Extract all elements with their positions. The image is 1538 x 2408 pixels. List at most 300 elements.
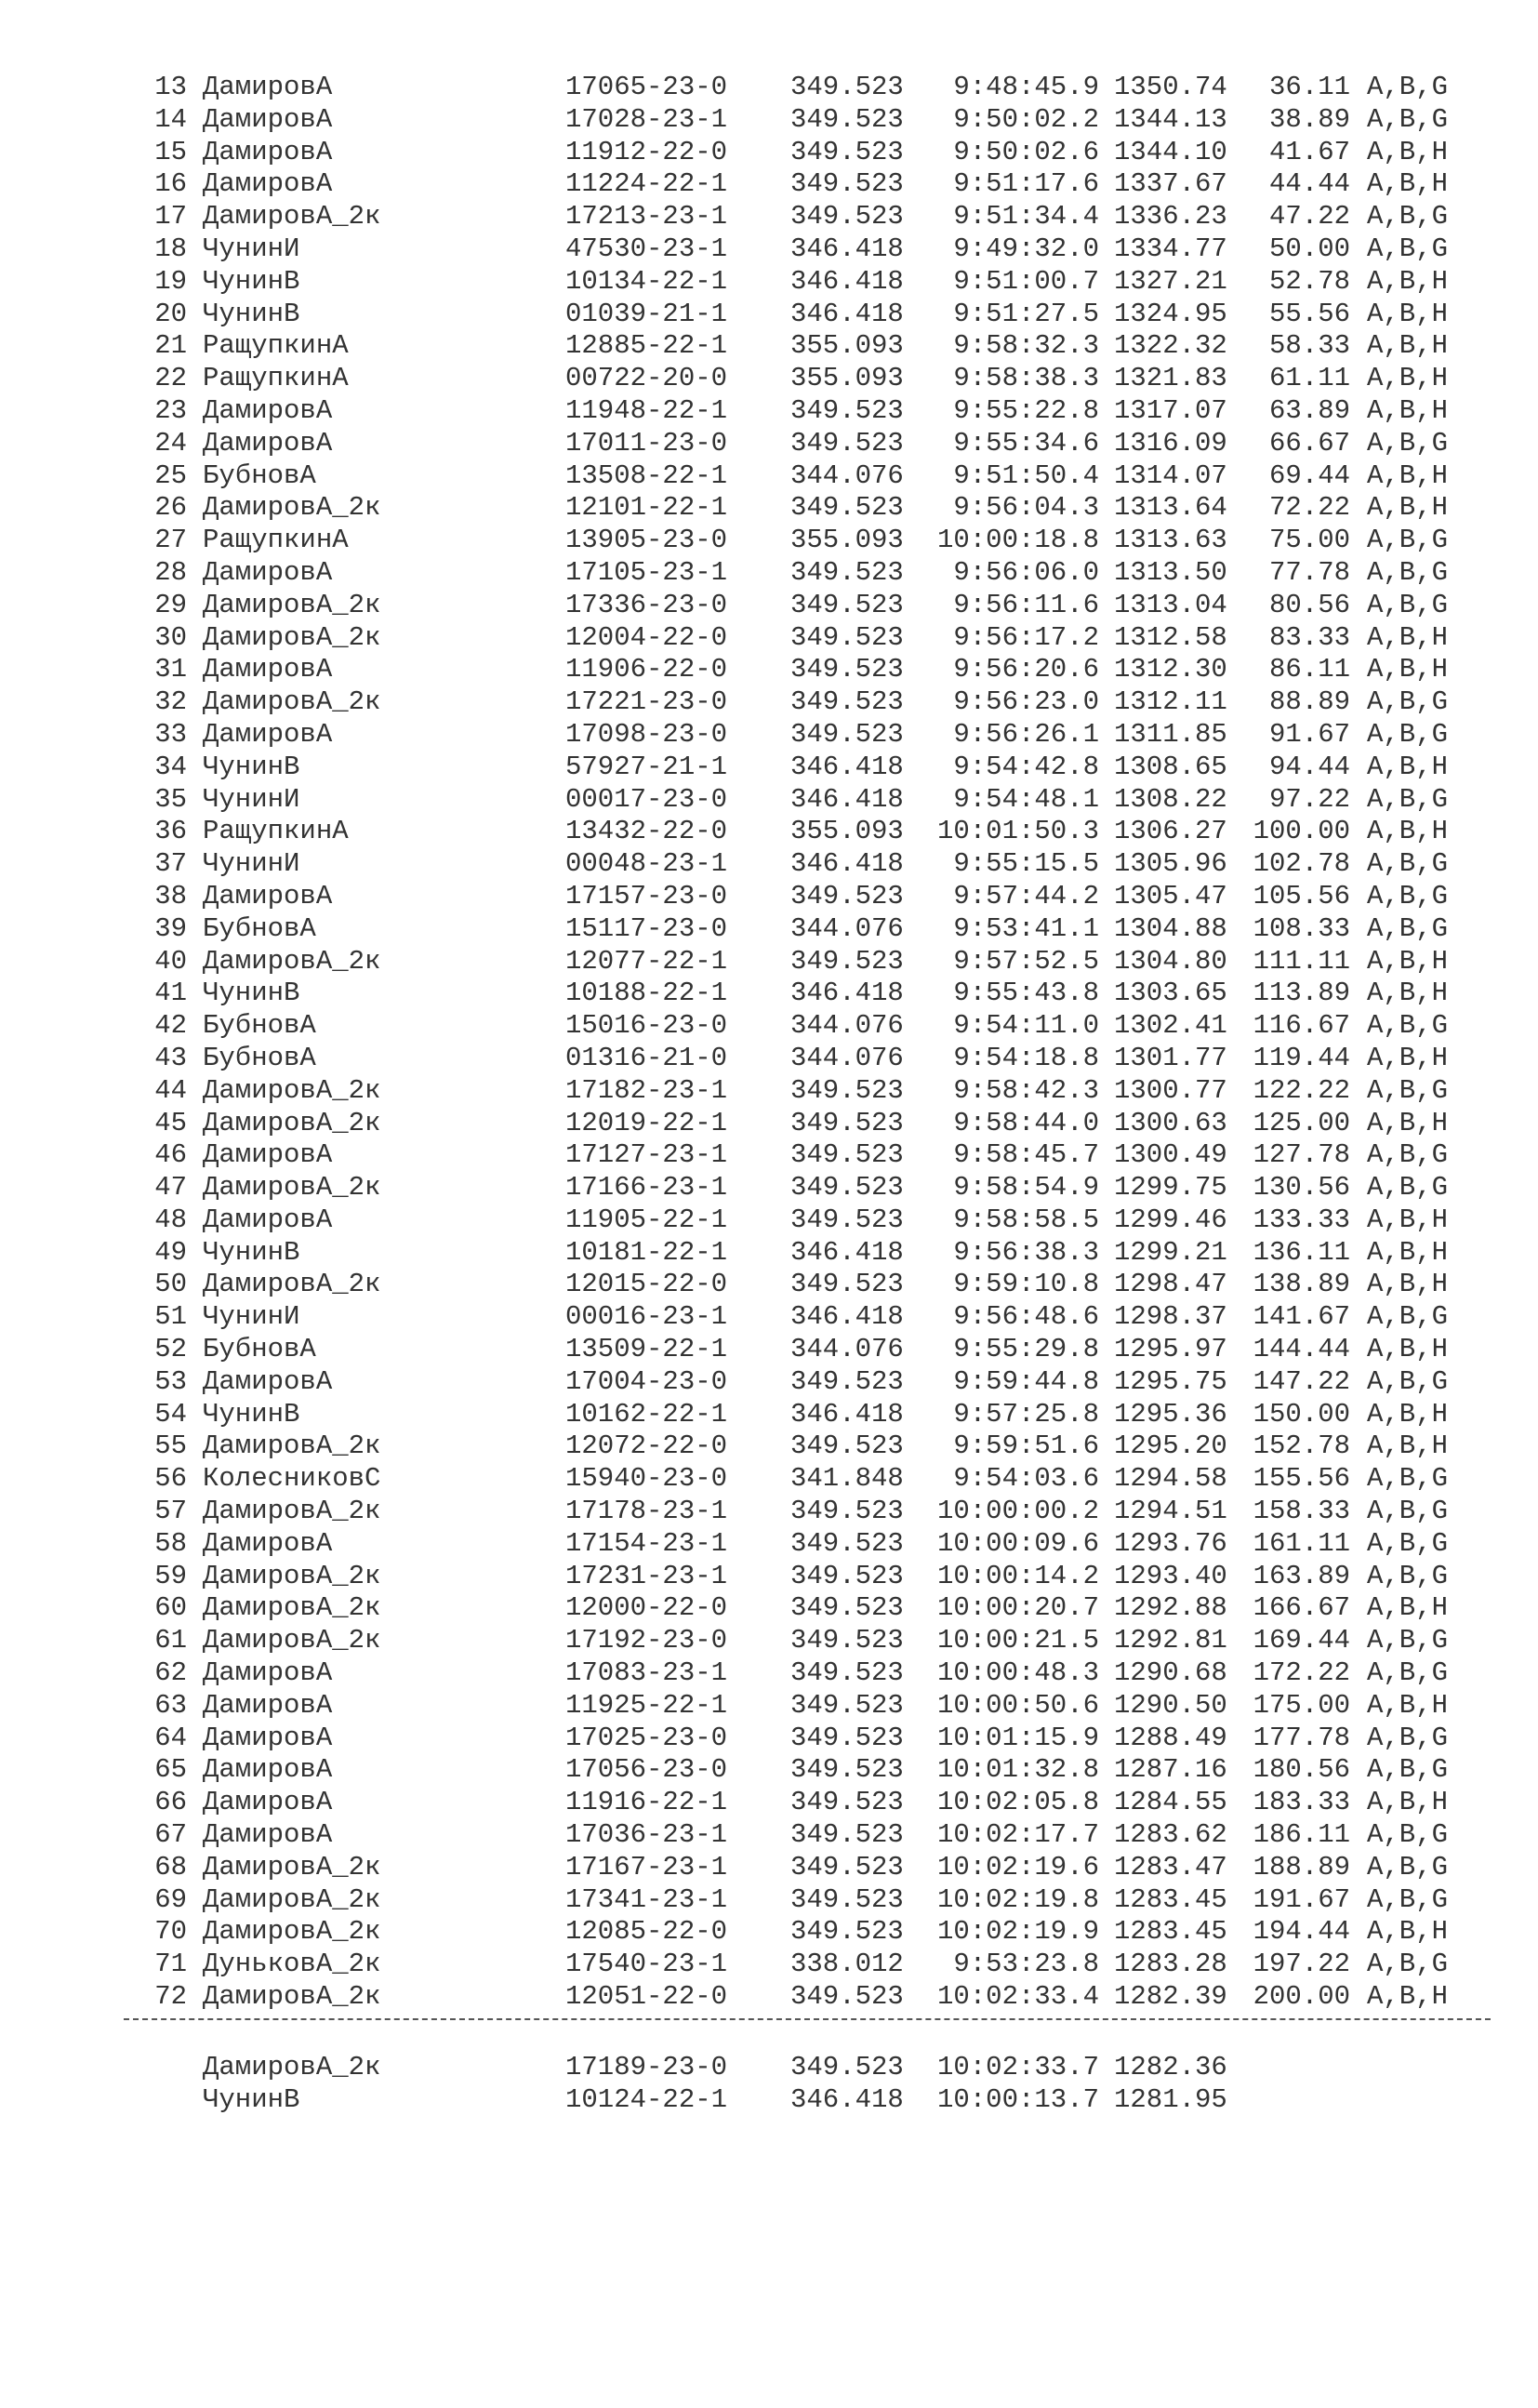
place-number: 68 [154, 1851, 187, 1882]
ring-number: 12019-22-1 [565, 1107, 728, 1138]
table-row: 33 ДамировА 17098-23-0 349.523 9:56:26.1 1311.85 91.67 A,B,G [0, 719, 1538, 752]
coefficient: 127.78 [1253, 1139, 1350, 1171]
distance: 346.418 [790, 233, 904, 264]
arrival-time: 10:02:33.4 [936, 1981, 1099, 2013]
place-number: 63 [154, 1689, 187, 1721]
table-row: 38 ДамировА 17157-23-0 349.523 9:57:44.2 1305.47 105.56 A,B,G [0, 881, 1538, 913]
place-number: 21 [154, 330, 187, 362]
arrival-time: 9:51:34.4 [953, 201, 1099, 233]
speed: 1327.21 [1114, 265, 1227, 297]
place-number: 50 [154, 1269, 187, 1300]
ring-number: 47530-23-1 [565, 233, 728, 264]
arrival-time: 9:56:48.6 [953, 1301, 1099, 1333]
distance: 349.523 [790, 621, 904, 653]
place-number: 55 [154, 1430, 187, 1462]
distance: 346.418 [790, 298, 904, 329]
distance: 338.012 [790, 1949, 904, 1980]
results-table [0, 72, 1538, 2014]
table-row: 49 ЧунинВ 10181-22-1 346.418 9:56:38.3 1299.21 136.11 A,B,H [0, 1237, 1538, 1270]
coefficient: 183.33 [1253, 1787, 1350, 1818]
participant-name: ДамировА [203, 718, 333, 750]
table-row: 29 ДамировА_2к 17336-23-0 349.523 9:56:11.6 1313.04 80.56 A,B,G [0, 590, 1538, 622]
table-row: 45 ДамировА_2к 12019-22-1 349.523 9:58:44.0 1300.63 125.00 A,B,H [0, 1108, 1538, 1140]
place-number: 14 [154, 103, 187, 135]
participant-name: ДамировА [203, 1204, 333, 1235]
distance: 349.523 [790, 1172, 904, 1204]
ring-number: 15940-23-0 [565, 1463, 728, 1495]
arrival-time: 9:56:26.1 [953, 718, 1099, 750]
participant-name: ДамировА_2к [203, 1107, 381, 1138]
speed: 1316.09 [1114, 427, 1227, 459]
speed: 1313.63 [1114, 525, 1227, 556]
speed: 1344.13 [1114, 103, 1227, 135]
ring-number: 17182-23-1 [565, 1074, 728, 1106]
place-number: 24 [154, 427, 187, 459]
ring-number: 12085-22-0 [565, 1916, 728, 1948]
arrival-time: 10:01:32.8 [936, 1754, 1099, 1786]
distance: 346.418 [790, 783, 904, 815]
coefficient: 41.67 [1268, 136, 1350, 167]
table-row: 52 БубновА 13509-22-1 344.076 9:55:29.8 1295.97 144.44 A,B,H [0, 1334, 1538, 1366]
distance: 355.093 [790, 525, 904, 556]
place-number: 52 [154, 1334, 187, 1365]
table-row: 67 ДамировА 17036-23-1 349.523 10:02:17.7 1283.62 186.11 A,B,G [0, 1819, 1538, 1852]
distance: 349.523 [790, 72, 904, 102]
place-number: 25 [154, 459, 187, 491]
speed: 1321.83 [1114, 363, 1227, 394]
distance: 349.523 [790, 1496, 904, 1527]
speed: 1311.85 [1114, 718, 1227, 750]
distance: 349.523 [790, 1269, 904, 1300]
ring-number: 01316-21-0 [565, 1042, 728, 1073]
ring-number: 17004-23-0 [565, 1365, 728, 1397]
place-number: 34 [154, 751, 187, 782]
place-number: 62 [154, 1657, 187, 1689]
place-number: 65 [154, 1754, 187, 1786]
ring-number: 11224-22-1 [565, 168, 728, 200]
distance: 349.523 [790, 1365, 904, 1397]
ring-number: 17056-23-0 [565, 1754, 728, 1786]
ring-number: 17065-23-0 [565, 72, 728, 102]
ring-number: 13432-22-0 [565, 816, 728, 847]
participant-name: ЧунинИ [203, 233, 300, 264]
place-number: 40 [154, 945, 187, 977]
distance: 346.418 [790, 1236, 904, 1268]
distance: 349.523 [790, 492, 904, 524]
distance: 349.523 [790, 1139, 904, 1171]
speed: 1304.88 [1114, 912, 1227, 944]
distance: 349.523 [790, 201, 904, 233]
participant-name: РащупкинА [203, 816, 349, 847]
table-row: 46 ДамировА 17127-23-1 349.523 9:58:45.7 1300.49 127.78 A,B,G [0, 1139, 1538, 1172]
participant-name: ЧунинВ [203, 265, 300, 297]
participant-name: ЧунинВ [203, 751, 300, 782]
arrival-time: 9:56:11.6 [953, 589, 1099, 620]
participant-name: ДамировА [203, 1689, 333, 1721]
place-number: 13 [154, 72, 187, 102]
arrival-time: 9:56:06.0 [953, 556, 1099, 588]
ring-number: 17213-23-1 [565, 201, 728, 233]
place-number: 66 [154, 1787, 187, 1818]
table-row: 70 ДамировА_2к 12085-22-0 349.523 10:02:19.9 1283.45 194.44 A,B,H [0, 1916, 1538, 1949]
ring-number: 17083-23-1 [565, 1657, 728, 1689]
place-number: 67 [154, 1819, 187, 1851]
place-number: 23 [154, 394, 187, 426]
table-row-extra [0, 2084, 1538, 2117]
place-number: 17 [154, 201, 187, 233]
arrival-time: 9:55:34.6 [953, 427, 1099, 459]
participant-name: ЧунинВ [203, 1398, 300, 1430]
coefficient: 133.33 [1253, 1204, 1350, 1235]
table-row: 36 РащупкинА 13432-22-0 355.093 10:01:50.3 1306.27 100.00 A,B,H [0, 816, 1538, 848]
speed: 1313.64 [1114, 492, 1227, 524]
ring-number: 12885-22-1 [565, 330, 728, 362]
table-row: 13 ДамировА 17065-23-0 349.523 9:48:45.9 1350.74 36.11 A,B,G [0, 72, 1538, 104]
participant-name: ДамировА_2к [203, 1430, 381, 1462]
place-number: 35 [154, 783, 187, 815]
distance: 349.523 [790, 427, 904, 459]
ring-number: 11925-22-1 [565, 1689, 728, 1721]
arrival-time: 9:51:17.6 [953, 168, 1099, 200]
table-row: 21 РащупкинА 12885-22-1 355.093 9:58:32.3 1322.32 58.33 A,B,H [0, 330, 1538, 363]
speed: 1336.23 [1114, 201, 1227, 233]
speed: 1337.67 [1114, 168, 1227, 200]
arrival-time: 10:00:00.2 [936, 1496, 1099, 1527]
speed: 1283.45 [1114, 1883, 1227, 1915]
ring-number: 12004-22-0 [565, 621, 728, 653]
coefficient: 122.22 [1253, 1074, 1350, 1106]
table-row: 34 ЧунинВ 57927-21-1 346.418 9:54:42.8 1308.65 94.44 A,B,H [0, 752, 1538, 784]
coefficient: 58.33 [1268, 330, 1350, 362]
ring-number: 11912-22-0 [565, 136, 728, 167]
place-number: 29 [154, 589, 187, 620]
arrival-time: 9:55:29.8 [953, 1334, 1099, 1365]
place-number: 19 [154, 265, 187, 297]
speed: 1317.07 [1114, 394, 1227, 426]
arrival-time: 9:56:20.6 [953, 654, 1099, 685]
speed: 1308.65 [1114, 751, 1227, 782]
participant-name: ДамировА [203, 1657, 333, 1689]
place-number: 58 [154, 1527, 187, 1559]
distance: 349.523 [790, 654, 904, 685]
distance: 346.418 [790, 848, 904, 880]
ring-number: 17036-23-1 [565, 1819, 728, 1851]
arrival-time: 9:56:23.0 [953, 686, 1099, 718]
place-number: 57 [154, 1496, 187, 1527]
arrival-time: 9:49:32.0 [953, 233, 1099, 264]
distance: 349.523 [790, 168, 904, 200]
table-row: 37 ЧунинИ 00048-23-1 346.418 9:55:15.5 1305.96 102.78 A,B,G [0, 848, 1538, 881]
distance: 349.523 [790, 945, 904, 977]
place-number: 53 [154, 1365, 187, 1397]
ring-number: 00722-20-0 [565, 363, 728, 394]
distance: 349.523 [790, 1851, 904, 1882]
speed: 1298.37 [1114, 1301, 1227, 1333]
distance: 349.523 [790, 1981, 904, 2013]
participant-name: РащупкинА [203, 330, 349, 362]
arrival-time: 10:00:20.7 [936, 1592, 1099, 1624]
place-number: 56 [154, 1463, 187, 1495]
arrival-time: 9:57:25.8 [953, 1398, 1099, 1430]
coefficient: 72.22 [1268, 492, 1350, 524]
distance: 341.848 [790, 1463, 904, 1495]
place-number: 32 [154, 686, 187, 718]
coefficient: 83.33 [1268, 621, 1350, 653]
speed: 1350.74 [1114, 72, 1227, 102]
arrival-time: 9:56:17.2 [953, 621, 1099, 653]
non-prize-table [0, 2052, 1538, 2117]
coefficient: 94.44 [1268, 751, 1350, 782]
participant-name: ДамировА_2к [203, 1851, 381, 1882]
table-row: 43 БубновА 01316-21-0 344.076 9:54:18.8 1301.77 119.44 A,B,H [0, 1043, 1538, 1075]
place-number: 60 [154, 1592, 187, 1624]
distance: 346.418 [790, 265, 904, 297]
table-row: 19 ЧунинВ 10134-22-1 346.418 9:51:00.7 1327.21 52.78 A,B,H [0, 266, 1538, 299]
coefficient: 36.11 [1268, 72, 1350, 102]
participant-name: ДамировА [203, 1722, 333, 1753]
arrival-time: 9:55:43.8 [953, 978, 1099, 1009]
participant-name: ДамировА [203, 103, 333, 135]
ring-number: 17098-23-0 [565, 718, 728, 750]
arrival-time: 9:50:02.6 [953, 136, 1099, 167]
table-row: 51 ЧунинИ 00016-23-1 346.418 9:56:48.6 1298.37 141.67 A,B,G [0, 1301, 1538, 1334]
arrival-time: 9:59:51.6 [953, 1430, 1099, 1462]
place-number: 43 [154, 1042, 187, 1073]
table-row: 62 ДамировА 17083-23-1 349.523 10:00:48.3 1290.68 172.22 A,B,G [0, 1657, 1538, 1690]
table-row: 41 ЧунинВ 10188-22-1 346.418 9:55:43.8 1303.65 113.89 A,B,H [0, 978, 1538, 1010]
speed: 1282.39 [1114, 1981, 1227, 2013]
participant-name: РащупкинА [203, 363, 349, 394]
distance: 355.093 [790, 330, 904, 362]
distance: 344.076 [790, 912, 904, 944]
place-number: 49 [154, 1236, 187, 1268]
coefficient: 144.44 [1253, 1334, 1350, 1365]
ring-number: 17105-23-1 [565, 556, 728, 588]
table-row: 66 ДамировА 11916-22-1 349.523 10:02:05.8 1284.55 183.33 A,B,H [0, 1787, 1538, 1819]
coefficient: 141.67 [1253, 1301, 1350, 1333]
coefficient: 108.33 [1253, 912, 1350, 944]
distance: 346.418 [790, 751, 904, 782]
participant-name: ДуньковА_2к [203, 1949, 381, 1980]
arrival-time: 9:54:18.8 [953, 1042, 1099, 1073]
ring-number: 17231-23-1 [565, 1560, 728, 1591]
ring-number: 12051-22-0 [565, 1981, 728, 2013]
ring-number: 12101-22-1 [565, 492, 728, 524]
ring-number: 17189-23-0 [565, 2052, 728, 2082]
table-row: 56 КолесниковС 15940-23-0 341.848 9:54:03.6 1294.58 155.56 A,B,G [0, 1463, 1538, 1496]
participant-name: БубновА [203, 1010, 316, 1042]
table-row: 26 ДамировА_2к 12101-22-1 349.523 9:56:04.3 1313.64 72.22 A,B,H [0, 492, 1538, 525]
ring-number: 57927-21-1 [565, 751, 728, 782]
speed: 1312.11 [1114, 686, 1227, 718]
speed: 1308.22 [1114, 783, 1227, 815]
participant-name: ДамировА_2к [203, 1981, 381, 2013]
coefficient: 116.67 [1253, 1010, 1350, 1042]
ring-number: 10181-22-1 [565, 1236, 728, 1268]
speed: 1334.77 [1114, 233, 1227, 264]
speed: 1314.07 [1114, 459, 1227, 491]
speed: 1301.77 [1114, 1042, 1227, 1073]
arrival-time: 9:58:42.3 [953, 1074, 1099, 1106]
table-body-extra [0, 2052, 1538, 2117]
table-row: 61 ДамировА_2к 17192-23-0 349.523 10:00:21.5 1292.81 169.44 A,B,G [0, 1625, 1538, 1657]
participant-name: ЧунинИ [203, 848, 300, 880]
ring-number: 17127-23-1 [565, 1139, 728, 1171]
ring-number: 10162-22-1 [565, 1398, 728, 1430]
arrival-time: 9:56:38.3 [953, 1236, 1099, 1268]
speed: 1288.49 [1114, 1722, 1227, 1753]
arrival-time: 10:00:09.6 [936, 1527, 1099, 1559]
ring-number: 13905-23-0 [565, 525, 728, 556]
ring-number: 12015-22-0 [565, 1269, 728, 1300]
distance: 349.523 [790, 686, 904, 718]
table-body [0, 72, 1538, 2014]
ring-number: 17341-23-1 [565, 1883, 728, 1915]
place-number: 18 [154, 233, 187, 264]
participant-name: ДамировА_2к [203, 1916, 381, 1948]
speed: 1344.10 [1114, 136, 1227, 167]
arrival-time: 9:58:45.7 [953, 1139, 1099, 1171]
distance: 344.076 [790, 1042, 904, 1073]
ring-number: 13509-22-1 [565, 1334, 728, 1365]
participant-name: БубновА [203, 1334, 316, 1365]
coefficient: 111.11 [1253, 945, 1350, 977]
table-row-extra [0, 2052, 1538, 2084]
table-row: 54 ЧунинВ 10162-22-1 346.418 9:57:25.8 1295.36 150.00 A,B,H [0, 1399, 1538, 1431]
ring-number: 10124-22-1 [565, 2083, 728, 2115]
distance: 349.523 [790, 1560, 904, 1591]
table-row: 64 ДамировА 17025-23-0 349.523 10:01:15.9 1288.49 177.78 A,B,G [0, 1723, 1538, 1755]
arrival-time: 10:00:18.8 [936, 525, 1099, 556]
place-number: 26 [154, 492, 187, 524]
distance: 346.418 [790, 2083, 904, 2115]
place-number: 31 [154, 654, 187, 685]
coefficient: 47.22 [1268, 201, 1350, 233]
place-number: 70 [154, 1916, 187, 1948]
participant-name: ЧунинВ [203, 2083, 300, 2115]
table-row: 25 БубновА 13508-22-1 344.076 9:51:50.4 1314.07 69.44 A,B,H [0, 460, 1538, 493]
place-number: 54 [154, 1398, 187, 1430]
coefficient: 61.11 [1268, 363, 1350, 394]
place-number: 71 [154, 1949, 187, 1980]
coefficient: 180.56 [1253, 1754, 1350, 1786]
distance: 349.523 [790, 394, 904, 426]
distance: 349.523 [790, 1074, 904, 1106]
arrival-time: 10:00:48.3 [936, 1657, 1099, 1689]
arrival-time: 9:48:45.9 [953, 72, 1099, 102]
arrival-time: 9:50:02.2 [953, 103, 1099, 135]
coefficient: 77.78 [1268, 556, 1350, 588]
arrival-time: 10:01:15.9 [936, 1722, 1099, 1753]
participant-name: ДамировА [203, 1787, 333, 1818]
participant-name: ДамировА_2к [203, 589, 381, 620]
speed: 1284.55 [1114, 1787, 1227, 1818]
table-row: 28 ДамировА 17105-23-1 349.523 9:56:06.0 1313.50 77.78 A,B,G [0, 557, 1538, 590]
participant-name: ЧунинВ [203, 298, 300, 329]
speed: 1292.88 [1114, 1592, 1227, 1624]
coefficient: 130.56 [1253, 1172, 1350, 1204]
arrival-time: 9:58:58.5 [953, 1204, 1099, 1235]
speed: 1299.46 [1114, 1204, 1227, 1235]
coefficient: 88.89 [1268, 686, 1350, 718]
speed: 1295.20 [1114, 1430, 1227, 1462]
table-row: 40 ДамировА_2к 12077-22-1 349.523 9:57:52.5 1304.80 111.11 A,B,H [0, 946, 1538, 978]
speed: 1293.76 [1114, 1527, 1227, 1559]
distance: 344.076 [790, 459, 904, 491]
speed: 1283.47 [1114, 1851, 1227, 1882]
speed: 1299.21 [1114, 1236, 1227, 1268]
speed: 1299.75 [1114, 1172, 1227, 1204]
distance: 349.523 [790, 1916, 904, 1948]
arrival-time: 9:54:48.1 [953, 783, 1099, 815]
coefficient: 69.44 [1268, 459, 1350, 491]
place-number: 46 [154, 1139, 187, 1171]
table-row: 16 ДамировА 11224-22-1 349.523 9:51:17.6 1337.67 44.44 A,B,H [0, 168, 1538, 201]
place-number: 37 [154, 848, 187, 880]
speed: 1293.40 [1114, 1560, 1227, 1591]
coefficient: 158.33 [1253, 1496, 1350, 1527]
table-row: 55 ДамировА_2к 12072-22-0 349.523 9:59:51.6 1295.20 152.78 A,B,H [0, 1430, 1538, 1463]
coefficient: 147.22 [1253, 1365, 1350, 1397]
place-number: 36 [154, 816, 187, 847]
coefficient: 166.67 [1253, 1592, 1350, 1624]
ring-number: 11905-22-1 [565, 1204, 728, 1235]
ring-number: 00048-23-1 [565, 848, 728, 880]
participant-name: ДамировА [203, 394, 333, 426]
distance: 349.523 [790, 103, 904, 135]
coefficient: 163.89 [1253, 1560, 1350, 1591]
ring-number: 15117-23-0 [565, 912, 728, 944]
table-row: 30 ДамировА_2к 12004-22-0 349.523 9:56:17.2 1312.58 83.33 A,B,H [0, 622, 1538, 655]
coefficient: 136.11 [1253, 1236, 1350, 1268]
arrival-time: 9:55:15.5 [953, 848, 1099, 880]
table-row: 20 ЧунинВ 01039-21-1 346.418 9:51:27.5 1324.95 55.56 A,B,H [0, 299, 1538, 331]
arrival-time: 9:53:23.8 [953, 1949, 1099, 1980]
speed: 1324.95 [1114, 298, 1227, 329]
table-row: 71 ДуньковА_2к 17540-23-1 338.012 9:53:23.8 1283.28 197.22 A,B,G [0, 1949, 1538, 1981]
distance: 349.523 [790, 136, 904, 167]
place-number: 47 [154, 1172, 187, 1204]
distance: 355.093 [790, 816, 904, 847]
arrival-time: 9:58:44.0 [953, 1107, 1099, 1138]
speed: 1290.50 [1114, 1689, 1227, 1721]
place-number: 69 [154, 1883, 187, 1915]
participant-name: ДамировА_2к [203, 1496, 381, 1527]
table-row: 58 ДамировА 17154-23-1 349.523 10:00:09.6 1293.76 161.11 A,B,G [0, 1528, 1538, 1561]
speed: 1306.27 [1114, 816, 1227, 847]
table-row: 69 ДамировА_2к 17341-23-1 349.523 10:02:19.8 1283.45 191.67 A,B,G [0, 1884, 1538, 1917]
speed: 1294.51 [1114, 1496, 1227, 1527]
ring-number: 17166-23-1 [565, 1172, 728, 1204]
arrival-time: 10:02:33.7 [936, 2052, 1099, 2082]
speed: 1283.28 [1114, 1949, 1227, 1980]
distance: 349.523 [790, 1883, 904, 1915]
dashed-divider [124, 2018, 1491, 2020]
arrival-time: 10:00:14.2 [936, 1560, 1099, 1591]
distance: 349.523 [790, 1787, 904, 1818]
ring-number: 17154-23-1 [565, 1527, 728, 1559]
arrival-time: 9:58:38.3 [953, 363, 1099, 394]
participant-name: ДамировА_2к [203, 201, 381, 233]
speed: 1312.58 [1114, 621, 1227, 653]
speed: 1303.65 [1114, 978, 1227, 1009]
arrival-time: 9:51:50.4 [953, 459, 1099, 491]
speed: 1305.96 [1114, 848, 1227, 880]
coefficient: 188.89 [1253, 1851, 1350, 1882]
coefficient: 80.56 [1268, 589, 1350, 620]
arrival-time: 10:01:50.3 [936, 816, 1099, 847]
participant-name: ДамировА_2к [203, 1883, 381, 1915]
